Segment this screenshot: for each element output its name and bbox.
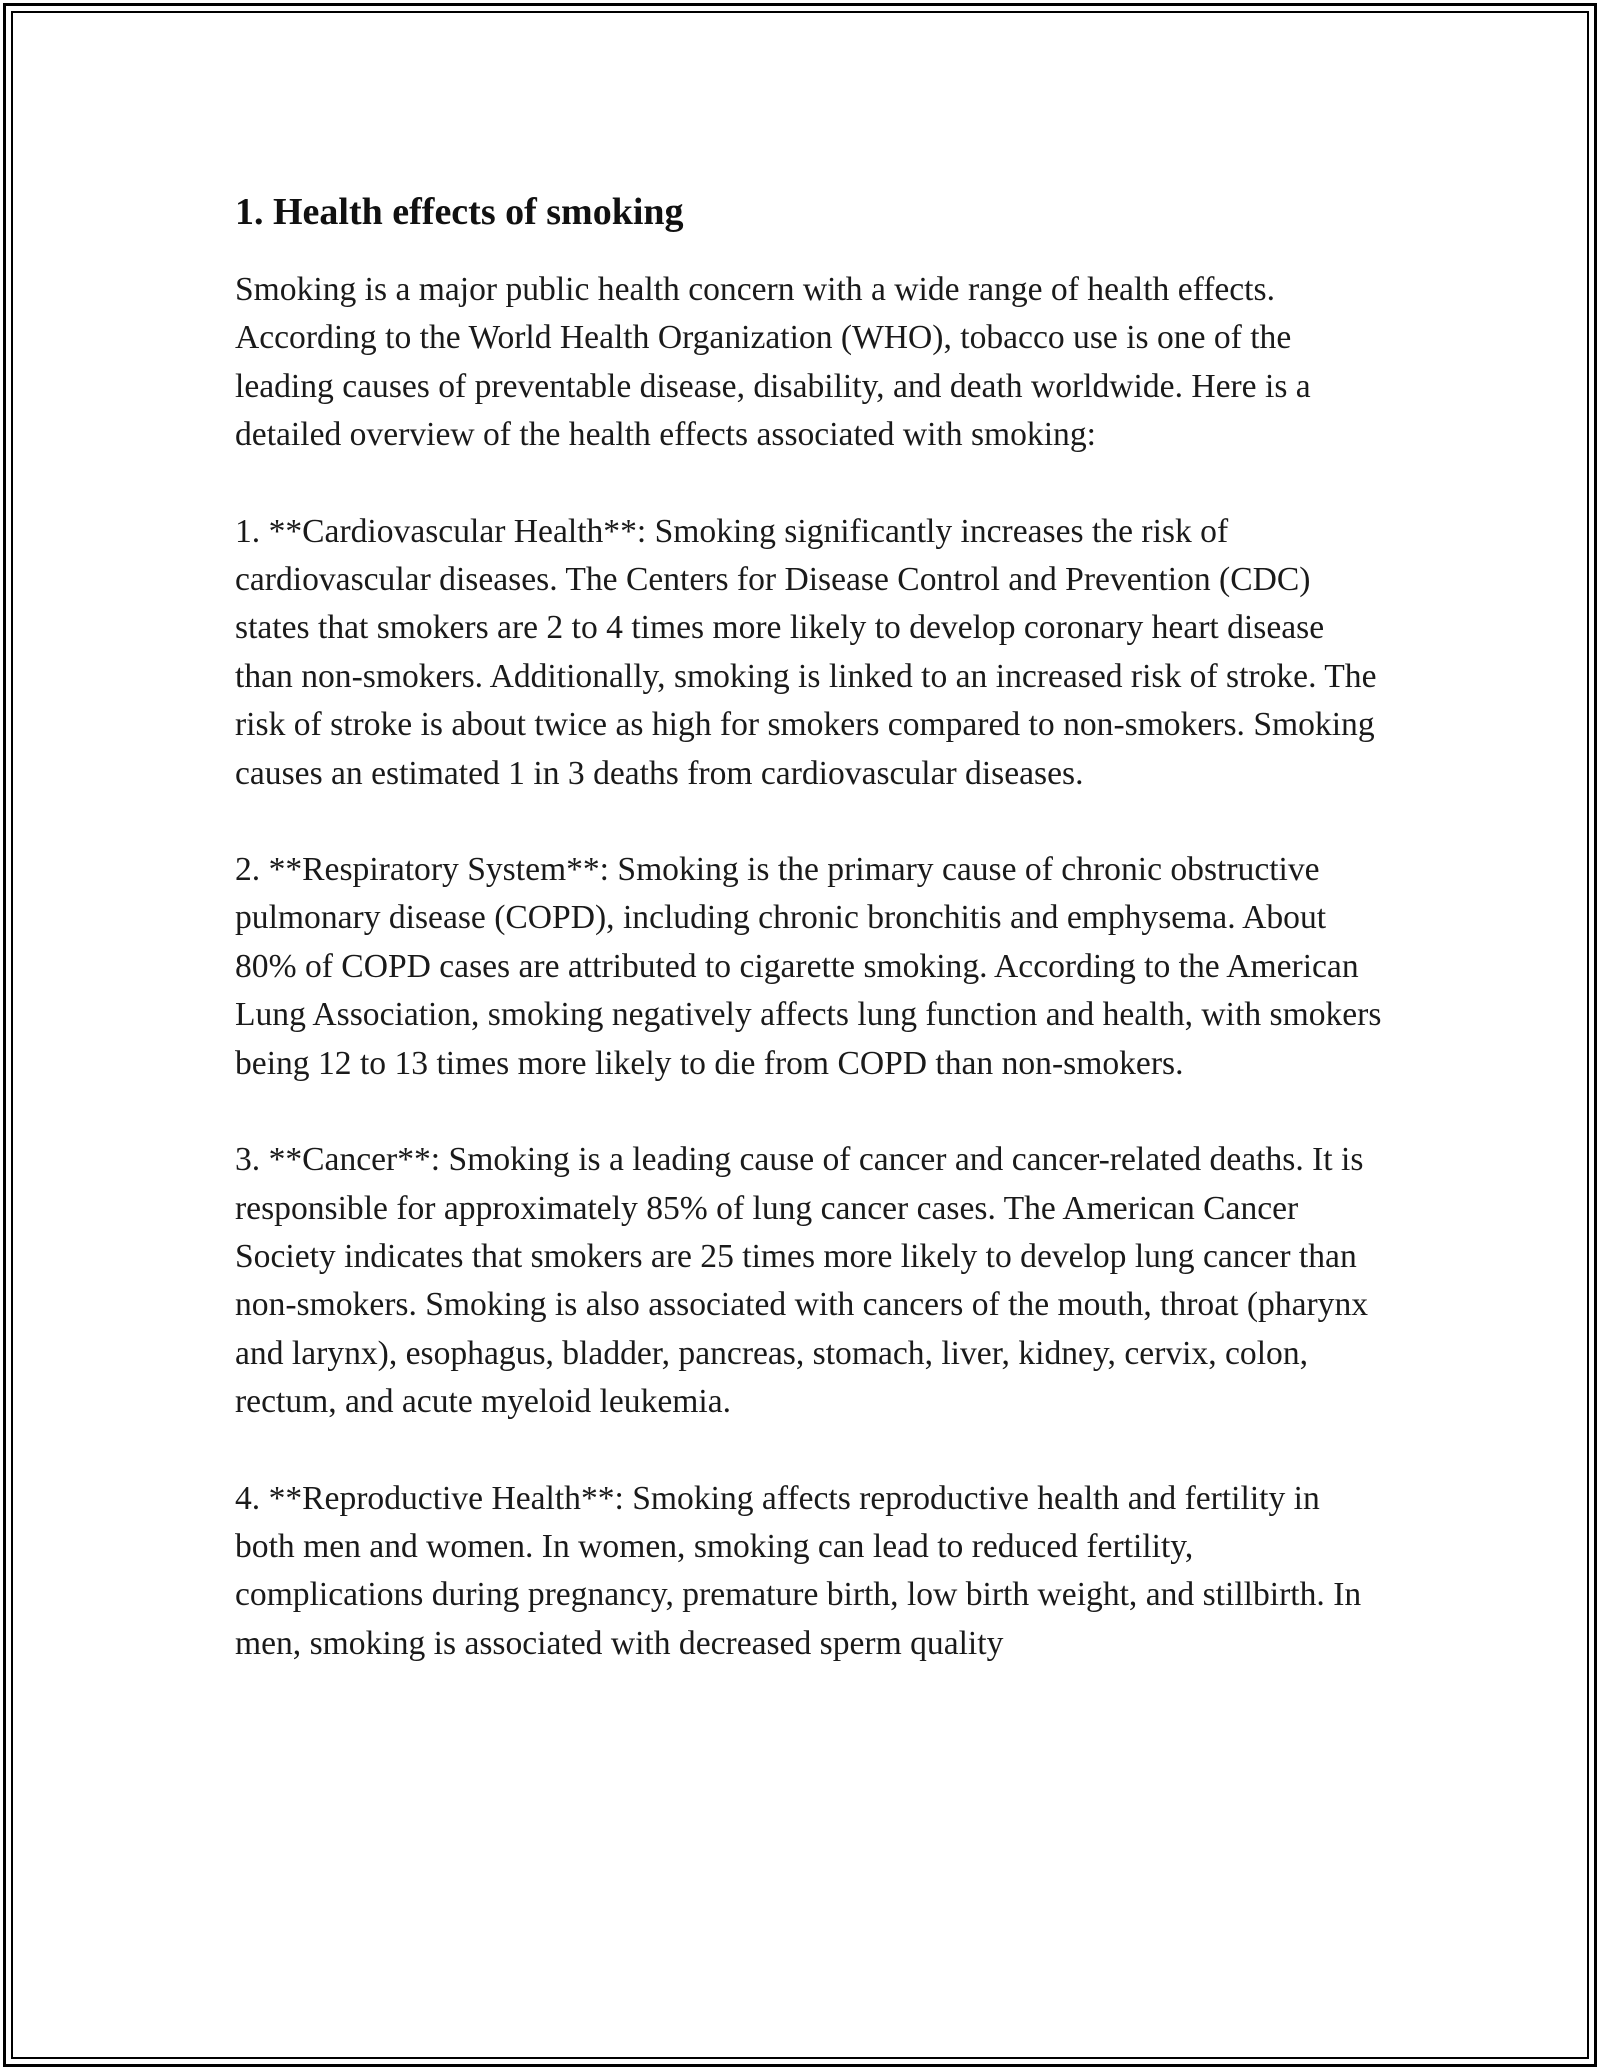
section-heading: 1. Health effects of smoking [235, 191, 684, 233]
document-body [235, 186, 1385, 1716]
reproductive-paragraph: 4. **Reproductive Health**: Smoking affects reproductive health and fertility in both men and women. In women, smoking can lead to reduced fertility, complications during pregnancy, premature birth, low birth weight, and stillbirth. In men, smoking is associated with decreased sperm quality [235, 1479, 1362, 1662]
respiratory-paragraph: 2. **Respiratory System**: Smoking is the primary cause of chronic obstructive pulmonary disease (COPD), including chronic bronchitis and emphysema. About 80% of COPD cases are attributed to cigarette smoking. According to the American Lung Association, smoking negatively affects lung function and health, with smokers being 12 to 13 times more likely to die from COPD than non-smokers. [235, 851, 1382, 1082]
cardiovascular-paragraph: 1. **Cardiovascular Health**: Smoking significantly increases the risk of cardiovascular diseases. The Centers for Disease Control and Prevention (CDC) states that smokers are 2 to 4 times more likely to develop coronary heart disease than non-smokers. Additionally, smoking is linked to an increased risk of stroke. The risk of stroke is about twice as high for smokers compared to non-smokers. Smoking causes an estimated 1 in 3 deaths from cardiovascular diseases. [235, 512, 1377, 792]
intro-paragraph: Smoking is a major public health concern with a wide range of health effects. According to the World Health Organization (WHO), tobacco use is one of the leading causes of preventable disease, disability, and death worldwide. Here is a detailed overview of the health effects associated with smoking: [235, 271, 1311, 454]
cancer-paragraph: 3. **Cancer**: Smoking is a leading cause of cancer and cancer-related deaths. It is responsible for approximately 85% of lung cancer cases. The American Cancer Society indicates that smokers are 25 times more likely to develop lung cancer than non-smokers. Smoking is also associated with cancers of the mouth, throat (pharynx and larynx), esophagus, bladder, pancreas, stomach, liver, kidney, cervix, colon, rectum, and acute myeloid leukemia. [235, 1141, 1369, 1421]
